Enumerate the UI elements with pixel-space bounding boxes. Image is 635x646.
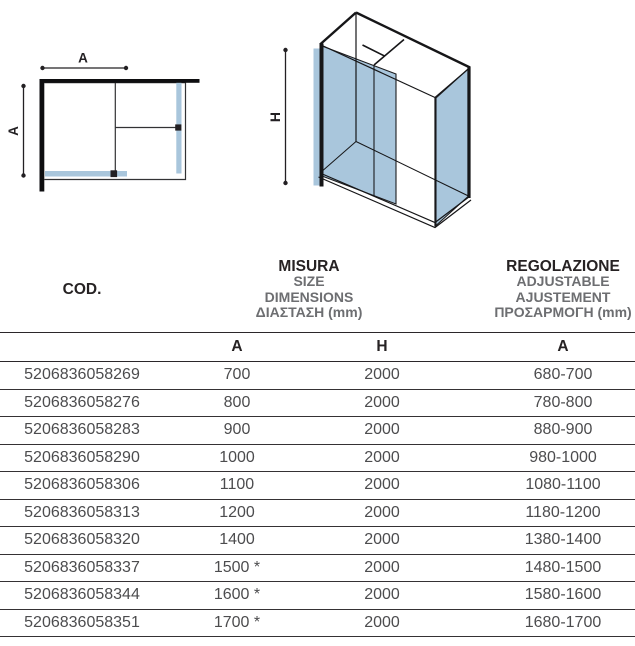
table-row bbox=[0, 389, 635, 417]
iso-height-label: H bbox=[267, 111, 283, 123]
iso-height-dimension bbox=[267, 48, 288, 185]
h-cell: 2000 bbox=[310, 527, 454, 555]
adjustable-cell: 680-700 bbox=[454, 362, 635, 390]
adjustable-cell: 1480-1500 bbox=[454, 554, 635, 582]
iso-view-diagram bbox=[267, 13, 471, 228]
table-row bbox=[0, 554, 635, 582]
h-cell: 2000 bbox=[310, 499, 454, 527]
h-cell: 2000 bbox=[310, 609, 454, 637]
a-cell: 1000 bbox=[164, 444, 310, 472]
cod-cell: 5206836058306 bbox=[0, 472, 164, 500]
subheader-a-adjustable: A bbox=[454, 333, 635, 362]
iso-glass-sliver bbox=[314, 49, 321, 186]
iso-main-glass-panel bbox=[322, 46, 396, 204]
subheader-a: A bbox=[164, 333, 310, 362]
table-row bbox=[0, 444, 635, 472]
h-cell: 2000 bbox=[310, 472, 454, 500]
table-row bbox=[0, 582, 635, 610]
a-cell: 1700 * bbox=[164, 609, 310, 637]
subheader-h: H bbox=[310, 333, 454, 362]
cod-cell: 5206836058344 bbox=[0, 582, 164, 610]
h-cell: 2000 bbox=[310, 554, 454, 582]
plan-width-label: A bbox=[78, 50, 88, 66]
iso-bar-bracket bbox=[363, 45, 385, 56]
plan-glass-bracket bbox=[111, 170, 118, 177]
regolazione-column-header bbox=[454, 247, 635, 333]
cod-column-header: COD. bbox=[0, 247, 164, 333]
adjustable-cell: 1080-1100 bbox=[454, 472, 635, 500]
adjustable-cell: 1580-1600 bbox=[454, 582, 635, 610]
adjustable-cell: 880-900 bbox=[454, 417, 635, 445]
table-subheader-row bbox=[0, 333, 635, 362]
ajustement-label: AJUSTEMENT bbox=[515, 288, 611, 305]
plan-bar-bracket bbox=[175, 124, 181, 130]
subheader-empty bbox=[0, 333, 164, 362]
cod-cell: 5206836058320 bbox=[0, 527, 164, 555]
a-cell: 1400 bbox=[164, 527, 310, 555]
dimensions-label: DIMENSIONS bbox=[264, 288, 354, 305]
h-cell: 2000 bbox=[310, 582, 454, 610]
a-cell: 900 bbox=[164, 417, 310, 445]
adjustable-cell: 1380-1400 bbox=[454, 527, 635, 555]
plan-depth-dimension bbox=[6, 84, 26, 178]
dimension-table bbox=[0, 247, 635, 637]
technical-diagrams bbox=[0, 0, 635, 247]
diastasi-label: ΔΙΑΣΤΑΣΗ (mm) bbox=[255, 304, 363, 320]
plan-depth-label: A bbox=[6, 126, 21, 136]
cod-cell: 5206836058351 bbox=[0, 609, 164, 637]
a-cell: 1100 bbox=[164, 472, 310, 500]
a-cell: 1600 * bbox=[164, 582, 310, 610]
cod-cell: 5206836058337 bbox=[0, 554, 164, 582]
adjustable-cell: 1680-1700 bbox=[454, 609, 635, 637]
adjustable-label: ADJUSTABLE bbox=[516, 273, 610, 289]
table-header-row bbox=[0, 247, 635, 333]
adjustable-cell: 780-800 bbox=[454, 389, 635, 417]
table-row bbox=[0, 609, 635, 637]
cod-cell: 5206836058269 bbox=[0, 362, 164, 390]
plan-width-dimension bbox=[40, 51, 128, 71]
cod-cell: 5206836058313 bbox=[0, 499, 164, 527]
cod-cell: 5206836058276 bbox=[0, 389, 164, 417]
misura-label: MISURA bbox=[278, 257, 340, 275]
table-row bbox=[0, 499, 635, 527]
cod-cell: 5206836058283 bbox=[0, 417, 164, 445]
h-cell: 2000 bbox=[310, 417, 454, 445]
h-cell: 2000 bbox=[310, 444, 454, 472]
cod-cell: 5206836058290 bbox=[0, 444, 164, 472]
h-cell: 2000 bbox=[310, 362, 454, 390]
table-row bbox=[0, 472, 635, 500]
a-cell: 700 bbox=[164, 362, 310, 390]
prosarmogi-label: ΠΡΟΣΑΡΜΟΓΗ (mm) bbox=[494, 304, 632, 320]
table-row bbox=[0, 527, 635, 555]
size-label: SIZE bbox=[293, 273, 325, 289]
a-cell: 1500 * bbox=[164, 554, 310, 582]
table-row bbox=[0, 417, 635, 445]
regolazione-label: REGOLAZIONE bbox=[506, 257, 620, 275]
h-cell: 2000 bbox=[310, 389, 454, 417]
plan-top-wall bbox=[40, 79, 200, 83]
a-cell: 800 bbox=[164, 389, 310, 417]
adjustable-cell: 1180-1200 bbox=[454, 499, 635, 527]
table-row bbox=[0, 362, 635, 390]
plan-left-wall bbox=[40, 79, 45, 192]
misura-column-header bbox=[164, 247, 454, 333]
a-cell: 1200 bbox=[164, 499, 310, 527]
adjustable-cell: 980-1000 bbox=[454, 444, 635, 472]
plan-view-diagram bbox=[6, 51, 200, 192]
